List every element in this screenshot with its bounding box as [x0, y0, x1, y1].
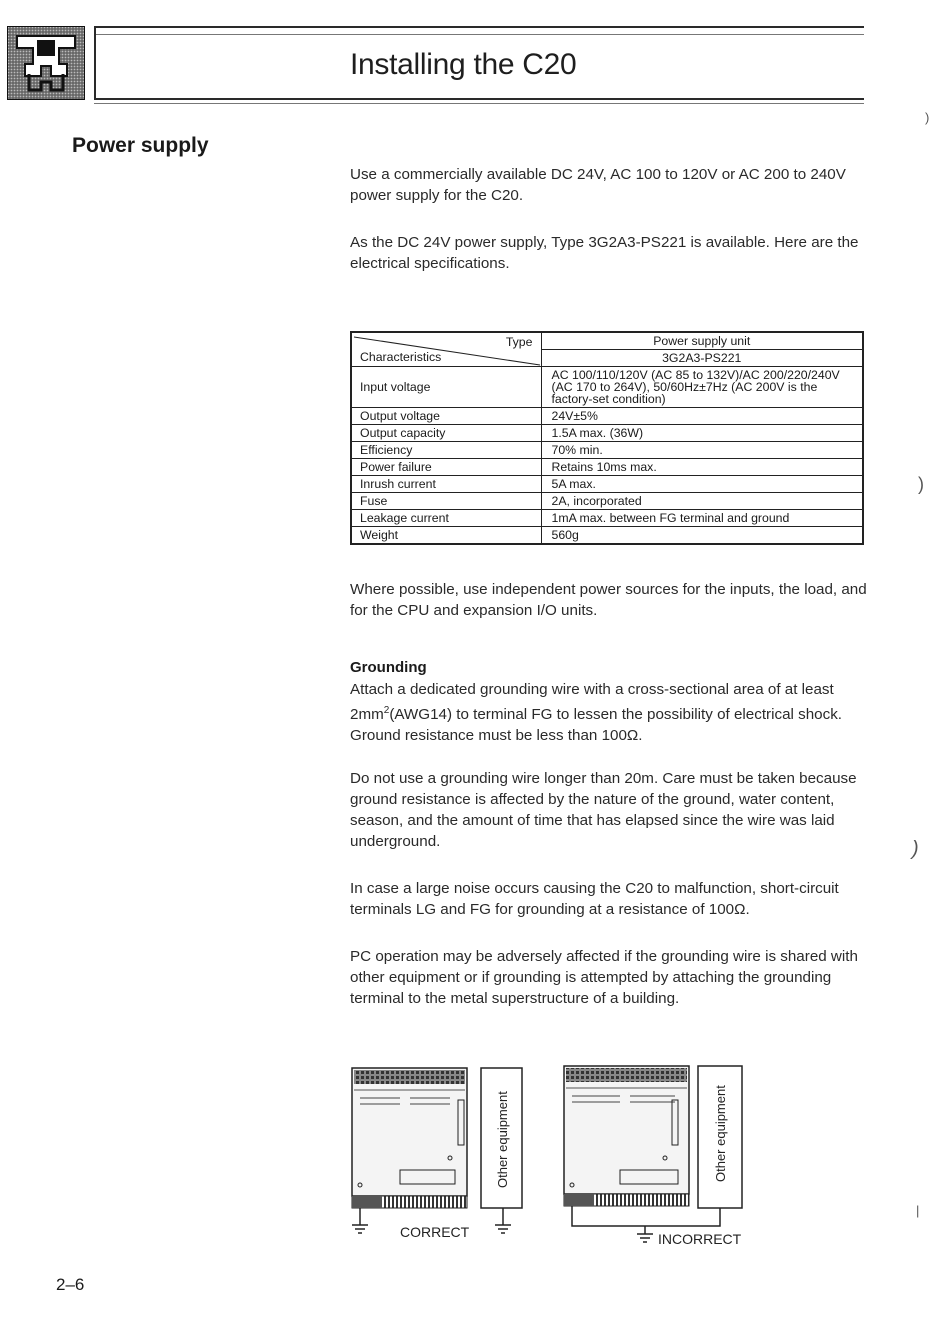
grounding-diagram [340, 1060, 870, 1260]
header-rule-thin [94, 34, 864, 35]
margin-mark: ) [912, 838, 919, 860]
input-voltage-line-3: factory-set condition) [551, 392, 666, 406]
grounding-paragraph-4: PC operation may be adversely affected if the grounding wire is shared with other equipment or if grounding is attempted by attaching the grounding terminal to the metal superstructure of a building. [350, 948, 858, 1007]
superscript: 2 [383, 705, 390, 716]
ground-symbol-shared [637, 1226, 653, 1242]
row-label: Input voltage [351, 367, 541, 408]
col-header: Power supply unit [541, 332, 863, 350]
row-value: 70% min. [541, 442, 863, 459]
intro-paragraph-2: As the DC 24V power supply, Type 3G2A3-PS221 is available. Here are the electrical specifications. [350, 234, 859, 272]
header-rule-top [94, 26, 864, 28]
grounding-paragraph-3: In case a large noise occurs causing the C20 to malfunction, short-circuit terminals LG and FG for grounding at a resistance of 100Ω. [350, 880, 839, 918]
row-label: Output voltage [351, 408, 541, 425]
grounding-p1-text-cont: (AWG14) to terminal FG to lessen the possibility of electrical shock. Ground resistance must be less than 100Ω. [350, 706, 843, 745]
grounding-paragraph-1 [350, 679, 870, 746]
row-label: Efficiency [351, 442, 541, 459]
input-voltage-line-1: AC 100/110/120V (AC 85 to 132V)/AC 200/220/240V [551, 368, 840, 382]
row-value: 1.5A max. (36W) [541, 425, 863, 442]
grounding-p1-text: Attach a dedicated grounding wire with a cross-sectional area of at least 2mm [350, 681, 834, 724]
corner-type-label: Type [505, 335, 533, 349]
grounding-heading: Grounding [350, 659, 427, 676]
row-label: Weight [351, 527, 541, 545]
spec-table [350, 331, 864, 545]
pc-unit-correct [352, 1068, 467, 1208]
row-value: 24V±5% [541, 408, 863, 425]
other-equipment-label-incorrect: Other equipment [713, 1085, 728, 1182]
row-label: Output capacity [351, 425, 541, 442]
ground-symbol-pc [352, 1208, 368, 1233]
other-equipment-label-correct: Other equipment [495, 1091, 510, 1188]
table-corner-cell [351, 332, 541, 367]
shared-ground-wire [572, 1206, 720, 1226]
row-value: Retains 10ms max. [541, 459, 863, 476]
row-label: Leakage current [351, 510, 541, 527]
company-logo [7, 26, 85, 100]
corner-characteristics-label: Characteristics [360, 350, 442, 364]
incorrect-caption: INCORRECT [658, 1231, 742, 1247]
row-label: Power failure [351, 459, 541, 476]
power-sources-paragraph: Where possible, use independent power sources for the inputs, the load, and for the CPU and expansion I/O units. [350, 581, 867, 619]
row-value [541, 367, 863, 408]
section-title: Power supply [72, 134, 209, 157]
intro-paragraph-1: Use a commercially available DC 24V, AC 100 to 120V or AC 200 to 240V power supply for the C20. [350, 166, 846, 204]
header-left-line [94, 26, 96, 100]
pc-unit-incorrect [564, 1066, 689, 1206]
correct-caption: CORRECT [400, 1224, 470, 1240]
margin-mark: ) [925, 110, 930, 125]
input-voltage-line-2: (AC 170 to 264V), 50/60Hz±7Hz (AC 200V is the [551, 380, 818, 394]
row-label: Inrush current [351, 476, 541, 493]
model-cell: 3G2A3-PS221 [541, 350, 863, 367]
row-value: 1mA max. between FG terminal and ground [541, 510, 863, 527]
margin-mark: ) [918, 474, 924, 494]
header-rule-bottom [94, 98, 864, 100]
row-value: 2A, incorporated [541, 493, 863, 510]
header-rule-bottom-thin [94, 103, 864, 104]
page-number: 2–6 [56, 1275, 85, 1294]
ground-symbol-equipment [495, 1208, 511, 1233]
row-value: 5A max. [541, 476, 863, 493]
margin-mark: | [916, 1203, 920, 1218]
row-label: Fuse [351, 493, 541, 510]
grounding-paragraph-2: Do not use a grounding wire longer than 20m. Care must be taken because ground resistance is affected by the nature of the ground, water content, season, and the amount of time that has elapsed since the wire was laid underground. [350, 770, 857, 850]
row-value: 560g [541, 527, 863, 545]
page-title: Installing the C20 [350, 48, 577, 81]
